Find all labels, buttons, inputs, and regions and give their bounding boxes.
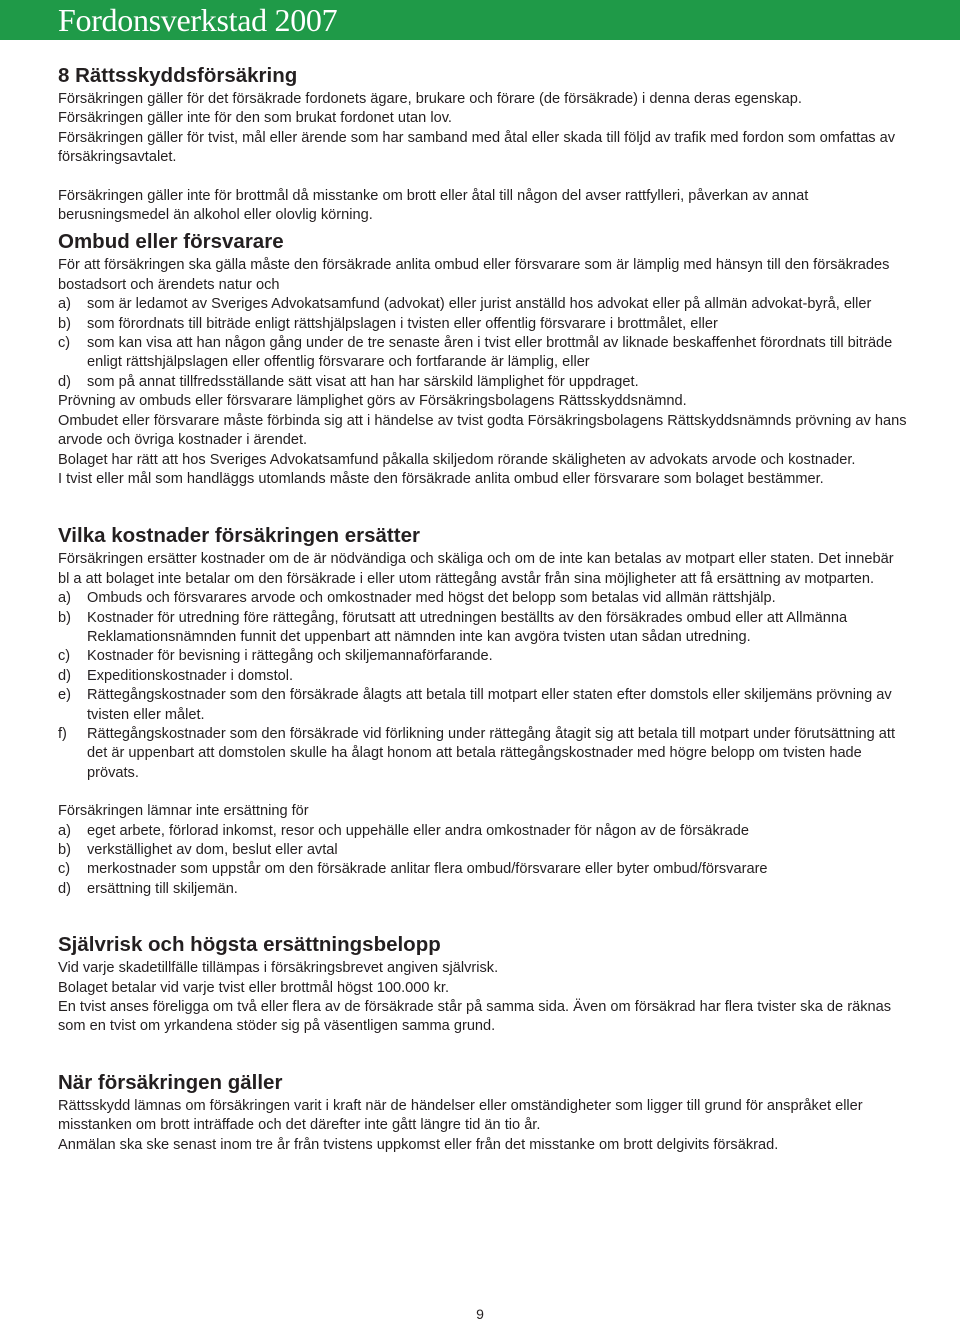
paragraph: Anmälan ska ske senast inom tre år från tvistens uppkomst eller från det misstanke om brott delgivits försäkrad. — [58, 1136, 779, 1153]
paragraph: Försäkringen lämnar inte ersättning för — [58, 803, 309, 820]
list-text: eget arbete, förlorad inkomst, resor och uppehälle eller andra omkostnader för någon av de försäkrade — [87, 822, 749, 839]
paragraph: Försäkringen gäller för tvist, mål eller ärende som har samband med åtal eller skada till följd av trafik med fordon som omfattas av försäkringsavtalet. — [58, 129, 896, 166]
list-text: Rättegångskostnader som den försäkrade ålagts att betala till motpart eller staten efter domstols eller skiljemäns prövning av tvisten eller målet. — [87, 687, 892, 723]
list-item — [58, 315, 908, 334]
list-item — [58, 589, 908, 608]
paragraph: Prövning av ombuds eller försvarare lämplighet görs av Försäkringsbolagens Rättsskyddsnämnd. — [58, 393, 687, 410]
paragraph: Försäkringen ersätter kostnader om de är nödvändiga och skäliga och om de inte kan betalas av motpart eller staten. Det innebär bl a att bolaget inte betalar om den försäkrade i eller utom rättegång avstår från sina möjligheter att få ersättning av motparten. — [58, 551, 894, 587]
list-text: Kostnader för bevisning i rättegång och skiljemannaförfarande. — [87, 648, 493, 665]
list-label: d) — [58, 667, 71, 684]
paragraph: Rättsskydd lämnas om försäkringen varit i kraft när de händelser eller omständigheter som ligger till grund för anspråket eller misstanken om brott inträffade och det därefter inte gått längre tid än tio år. — [58, 1097, 863, 1134]
list-item — [58, 880, 908, 899]
list-item — [58, 373, 908, 392]
list-item — [58, 295, 908, 314]
list-item — [58, 725, 908, 783]
paragraph: I tvist eller mål som handläggs utomlands måste den försäkrade anlita ombud eller försvarare som bolaget bestämmer. — [58, 470, 824, 487]
paragraph: Ombudet eller försvarare måste förbinda sig att i händelse av tvist godta Försäkringsbolagens Rättskyddsnämnds prövning av hans arvode och övriga kostnader i ärendet. — [58, 412, 907, 449]
list-label: a) — [58, 590, 71, 607]
document-body — [58, 62, 908, 1155]
section-heading-ombud: Ombud eller försvarare — [58, 230, 284, 254]
list-item — [58, 667, 908, 686]
list-item — [58, 822, 908, 841]
header-bar — [0, 0, 960, 40]
list-item — [58, 686, 908, 725]
list-label: b) — [58, 315, 71, 332]
header-title: Fordonsverkstad 2007 — [58, 2, 338, 38]
list-label: a) — [58, 296, 71, 313]
list-item — [58, 841, 908, 860]
list-label: e) — [58, 687, 71, 704]
section-heading-sjalvrisk: Självrisk och högsta ersättningsbelopp — [58, 933, 441, 957]
list-label: b) — [58, 609, 71, 626]
list-text: ersättning till skiljemän. — [87, 880, 238, 897]
list-label: c) — [58, 335, 71, 352]
list-label: c) — [58, 648, 71, 665]
paragraph: Bolaget betalar vid varje tvist eller brottmål högst 100.000 kr. — [58, 979, 449, 996]
section-heading-nar: När försäkringen gäller — [58, 1070, 283, 1094]
list-text: som är ledamot av Sveriges Advokatsamfund (advokat) eller jurist anställd hos advokat eller på allmän advokat-byrå, eller — [87, 296, 872, 313]
page-number: 9 — [476, 1306, 484, 1322]
list-text: verkställighet av dom, beslut eller avtal — [87, 842, 338, 858]
paragraph: Försäkringen gäller för det försäkrade fordonets ägare, brukare och förare (de försäkrade) i denna deras egenskap. — [58, 91, 802, 107]
paragraph: Bolaget har rätt att hos Sveriges Advokatsamfund påkalla skiljedom rörande skäligheten av advokats arvode och kostnader. — [58, 451, 856, 468]
paragraph: För att försäkringen ska gälla måste den försäkrade anlita ombud eller försvarare som är lämplig med hänsyn till den försäkrades bostadsort och ärendets natur och — [58, 257, 890, 293]
list-label: f) — [58, 725, 67, 742]
list-label: b) — [58, 842, 71, 858]
list-text: som kan visa att han någon gång under de tre senaste åren i tvist eller brottmål av liknade beskaffenhet förordnats till biträde enligt rättshjälpslagen eller offentlig försvarare och fortfarande är lämplig, eller — [87, 335, 893, 371]
paragraph: Försäkringen gäller inte för brottmål då misstanke om brott eller åtal till någon del avser rattfylleri, påverkan av annat berusningsmedel än alkohol eller olovlig körning. — [58, 187, 809, 224]
list-text: som på annat tillfredsställande sätt visat att han har särskild lämplighet för uppdraget. — [87, 373, 639, 390]
paragraph: Vid varje skadetillfälle tillämpas i försäkringsbrevet angiven självrisk. — [58, 960, 499, 977]
list-text: Expeditionskostnader i domstol. — [87, 667, 294, 684]
list-label: c) — [58, 861, 71, 878]
section-heading-kostnader: Vilka kostnader försäkringen ersätter — [58, 524, 420, 548]
list-label: d) — [58, 373, 71, 390]
paragraph: En tvist anses föreligga om två eller flera av de försäkrade står på samma sida. Även om försäkrad har flera tvister ska de räknas som en tvist om yrkandena stöder sig på väsentligen samma grund. — [58, 999, 892, 1035]
list-text: Kostnader för utredning före rättegång, förutsatt att utredningen beställts av den försäkrades ombud eller att Allmänna Reklamationsnämnden funnit det uppenbart att nämnden inte kan avgöra tvisten utan sådan utredning. — [87, 609, 848, 645]
list-label: d) — [58, 880, 71, 897]
list-text: som förordnats till biträde enligt rättshjälpslagen i tvisten eller offentlig försvarare i brottmålet, eller — [87, 315, 718, 332]
section-heading-rattsskydd: 8 Rättsskyddsförsäkring — [58, 64, 298, 87]
list-item — [58, 860, 908, 879]
list-item — [58, 334, 908, 373]
list-text: merkostnader som uppstår om den försäkrade anlitar flera ombud/försvarare eller byter ombud/försvarare — [87, 861, 768, 878]
list-label: a) — [58, 822, 71, 839]
list-text: Rättegångskostnader som den försäkrade vid förlikning under rättegång åtagit sig att betala till motpart under förutsättning att det är uppenbart att domstolen skulle ha ålagt honom att betala rättegångskostnader med högre belopp om tvisten hade prövats. — [87, 725, 895, 781]
list-text: Ombuds och försvarares arvode och omkostnader med högst det belopp som betalas vid allmän rättshjälp. — [87, 590, 776, 607]
list-item — [58, 647, 908, 666]
paragraph: Försäkringen gäller inte för den som brukat fordonet utan lov. — [58, 110, 452, 127]
list-item — [58, 609, 908, 648]
